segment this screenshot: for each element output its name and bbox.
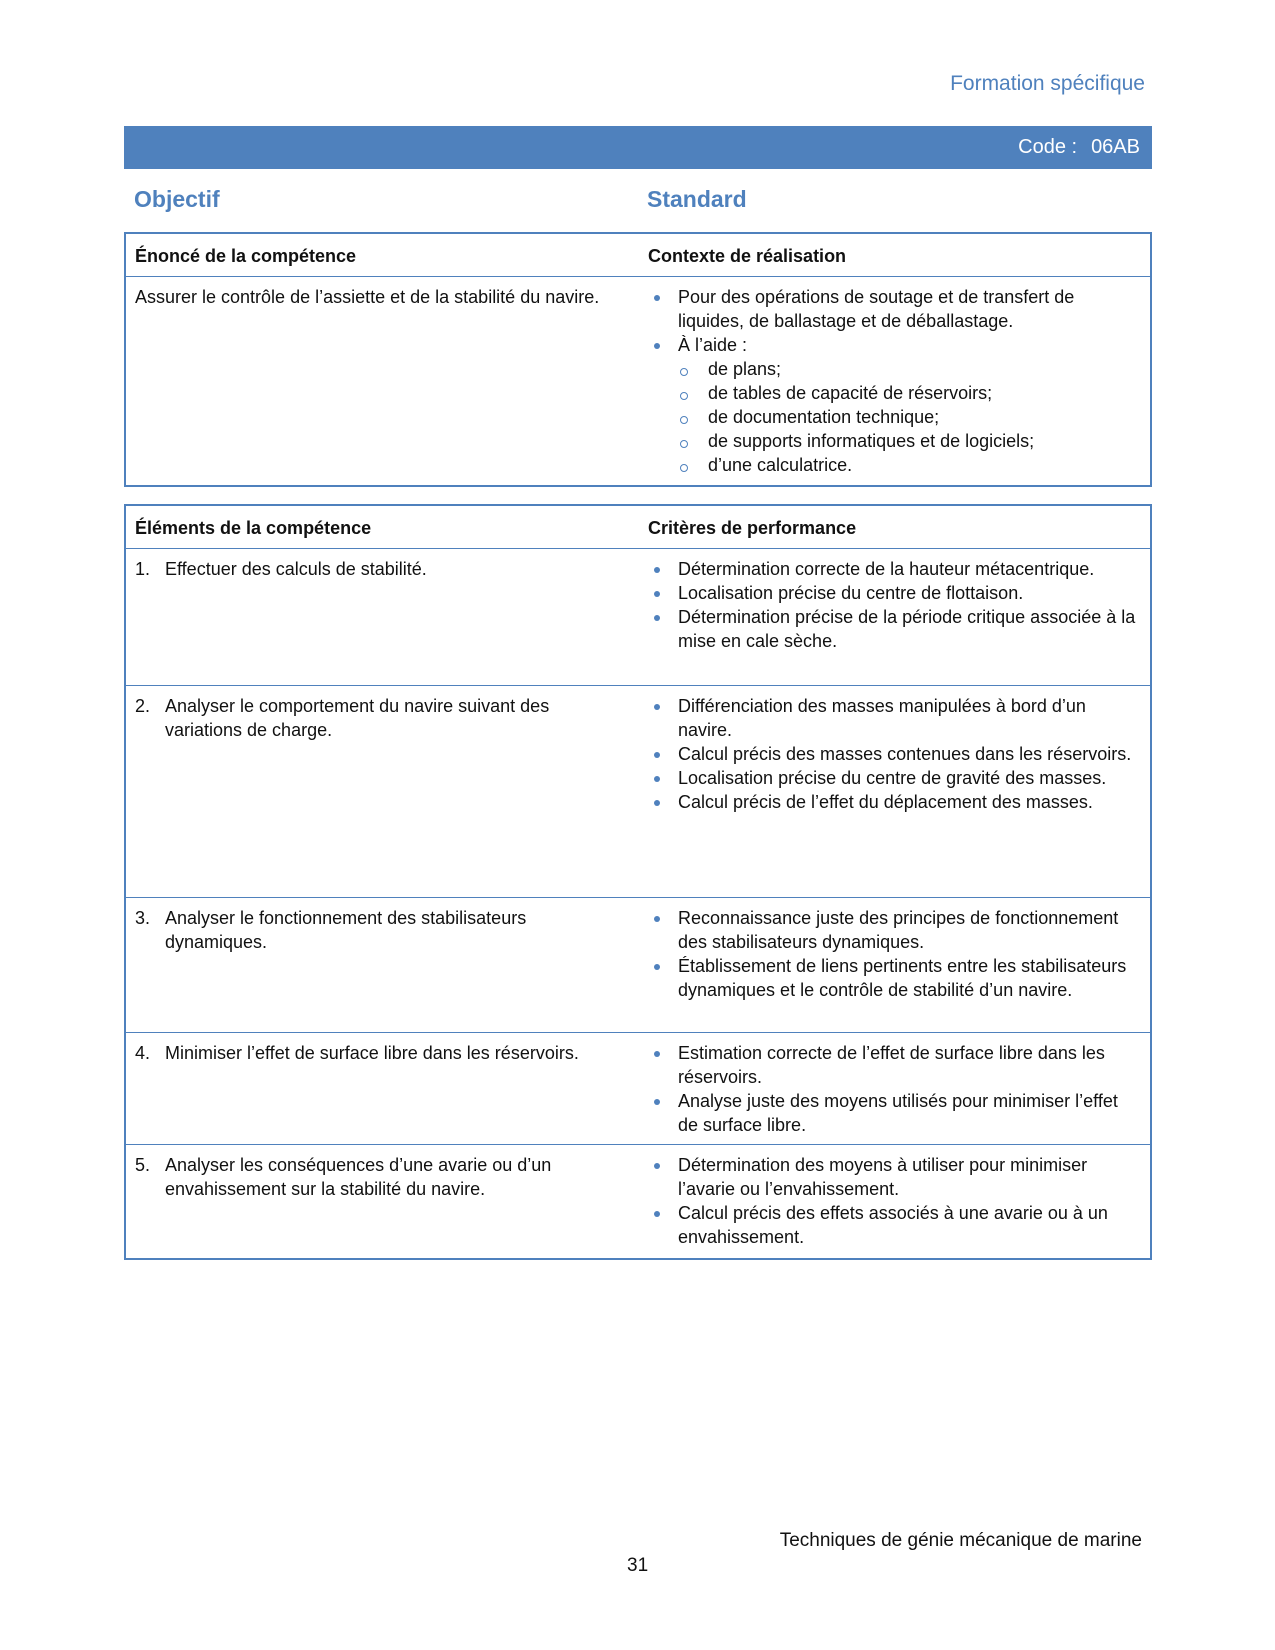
element-text: Minimiser l’effet de surface libre dans les réservoirs. [165, 1043, 579, 1063]
list-item: Calcul précis des effets associés à une avarie ou à un envahissement. [648, 1201, 1140, 1249]
list-item: Analyse juste des moyens utilisés pour minimiser l’effet de surface libre. [648, 1089, 1140, 1137]
list-item: Détermination des moyens à utiliser pour minimiser l’avarie ou l’envahissement. [648, 1153, 1140, 1201]
element-cell [125, 898, 639, 1033]
element-cell [125, 549, 639, 686]
criteria-cell [639, 549, 1151, 686]
element-cell [125, 1033, 639, 1145]
list-item: Reconnaissance juste des principes de fonctionnement des stabilisateurs dynamiques. [648, 906, 1140, 954]
competence-table [124, 232, 1152, 487]
code-label: Code : [1018, 136, 1078, 158]
element-text: Analyser le comportement du navire suivant des variations de charge. [165, 696, 550, 740]
table-row [125, 549, 1151, 686]
list-item: Établissement de liens pertinents entre les stabilisateurs dynamiques et le contrôle de stabilité d’un navire. [648, 954, 1140, 1002]
element-number: 4. [135, 1043, 151, 1063]
elements-table [124, 504, 1152, 1260]
list-item: Pour des opérations de soutage et de transfert de liquides, de ballastage et de déballastage. [648, 285, 1140, 333]
footer-title: Techniques de génie mécanique de marine [779, 1530, 1142, 1551]
element-text: Effectuer des calculs de stabilité. [165, 559, 427, 579]
list-item: Localisation précise du centre de gravité des masses. [648, 766, 1140, 790]
col-header: Énoncé de la compétence [135, 246, 357, 266]
list-item: Détermination correcte de la hauteur métacentrique. [648, 557, 1140, 581]
element-text: Analyser les conséquences d’une avarie ou d’un envahissement sur la stabilité du navire. [165, 1155, 552, 1199]
element-number: 5. [135, 1155, 151, 1175]
list-item: Détermination précise de la période critique associée à la mise en cale sèche. [648, 605, 1140, 653]
element-text: Analyser le fonctionnement des stabilisateurs dynamiques. [165, 908, 527, 952]
sub-list-item: de supports informatiques et de logiciels; [648, 429, 1140, 453]
section-standard: Standard [647, 186, 747, 212]
code-bar [124, 126, 1152, 169]
competence-statement: Assurer le contrôle de l’assiette et de la stabilité du navire. [125, 277, 639, 487]
section-objectif: Objectif [134, 186, 220, 212]
sub-list-item: de plans; [648, 357, 1140, 381]
criteria-cell [639, 898, 1151, 1033]
context-cell [639, 277, 1151, 487]
list-item: Estimation correcte de l’effet de surface libre dans les réservoirs. [648, 1041, 1140, 1089]
sub-list-item: de tables de capacité de réservoirs; [648, 381, 1140, 405]
element-cell [125, 686, 639, 898]
element-number: 3. [135, 908, 151, 928]
sub-list-item: de documentation technique; [648, 405, 1140, 429]
list-item: À l’aide : [648, 333, 1140, 357]
list-item: Calcul précis des masses contenues dans les réservoirs. [648, 742, 1140, 766]
list-item: Différenciation des masses manipulées à bord d’un navire. [648, 694, 1140, 742]
table-row [125, 686, 1151, 898]
criteria-cell [639, 1033, 1151, 1145]
table-row [125, 1145, 1151, 1259]
list-item: Localisation précise du centre de flottaison. [648, 581, 1140, 605]
code-value: 06AB [1091, 136, 1140, 158]
header-title: Formation spécifique [950, 72, 1145, 95]
col-header: Critères de performance [648, 518, 857, 538]
table-row [125, 1033, 1151, 1145]
page-number: 31 [627, 1555, 649, 1576]
criteria-cell [639, 1145, 1151, 1259]
sub-list-item: d’une calculatrice. [648, 453, 1140, 477]
element-cell [125, 1145, 639, 1259]
element-number: 1. [135, 559, 151, 579]
col-header: Contexte de réalisation [648, 246, 847, 266]
list-item: Calcul précis de l’effet du déplacement des masses. [648, 790, 1140, 814]
criteria-cell [639, 686, 1151, 898]
table-row [125, 898, 1151, 1033]
element-number: 2. [135, 696, 151, 716]
col-header: Éléments de la compétence [135, 518, 372, 538]
